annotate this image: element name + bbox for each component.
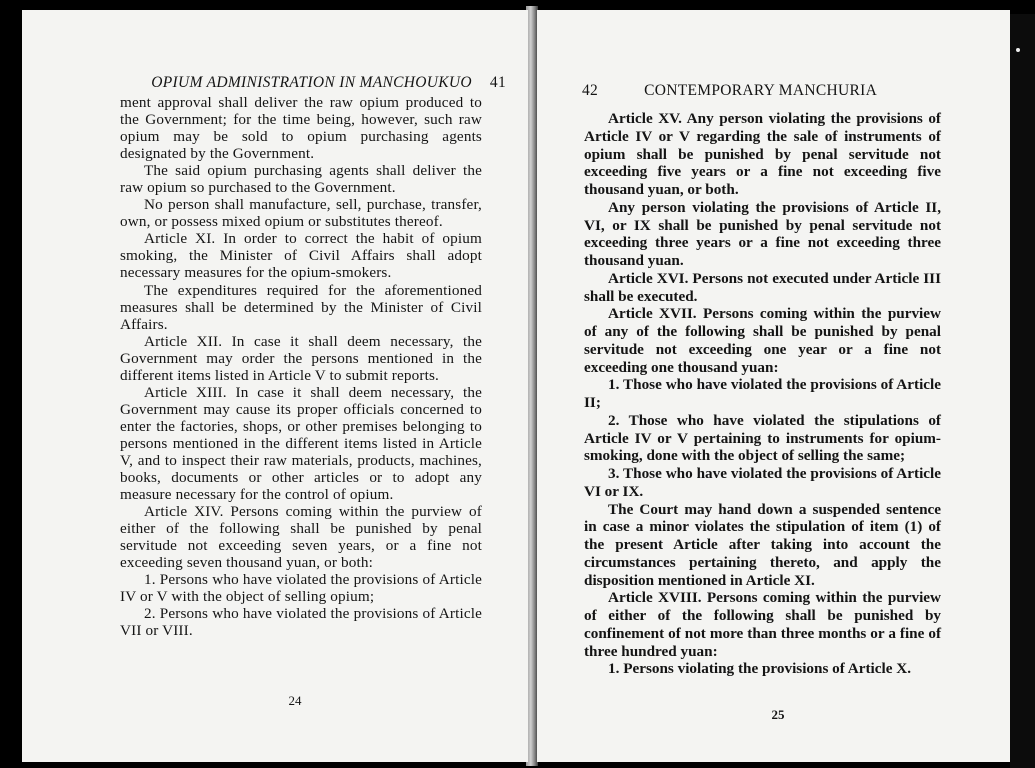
left-footer-page-number: 24	[288, 693, 302, 708]
left-page	[22, 10, 528, 762]
left-page-body	[120, 94, 482, 640]
paragraph: Article XIII. In case it shall deem necessary, the Government may cause its proper officials concerned to enter the factories, shops, or other premises belonging to persons mentioned in the different items listed in Article V, and to inspect their raw materials, products, machines, books, documents or other articles or to adopt any measure necessary for the control of opium.	[120, 383, 482, 504]
paragraph: 3. Those who have violated the provisions of Article VI or IX.	[584, 465, 941, 500]
paragraph: Article XI. In order to correct the habit of opium smoking, the Minister of Civil Affairs shall adopt necessary measures for the opium-smokers.	[120, 230, 482, 282]
paragraph: The Court may hand down a suspended sentence in case a minor violates the stipulation of item (1) of the present Article after taking into account the circumstances pertaining thereto, and apply the disposition mentioned in Article XI.	[584, 500, 941, 589]
right-running-head	[582, 82, 982, 100]
right-footer-page-number: 25	[771, 707, 785, 722]
right-header-page-number: 42	[582, 82, 599, 99]
scan-mark	[1016, 48, 1020, 52]
paragraph: 2. Persons who have violated the provisions of Article VII or VIII.	[120, 605, 482, 640]
right-running-head-title: CONTEMPORARY MANCHURIA	[644, 82, 878, 99]
paragraph: No person shall manufacture, sell, purchase, transfer, own, or possess mixed opium or substitutes thereof.	[120, 196, 482, 231]
right-page	[537, 10, 1010, 762]
paragraph: The expenditures required for the aforementioned measures shall be determined by the Minister of Civil Affairs.	[120, 281, 482, 333]
paragraph: Article XVI. Persons not executed under Article III shall be executed.	[584, 269, 941, 305]
right-page-body	[584, 110, 941, 678]
left-header-page-number: 41	[489, 74, 506, 91]
paragraph: Article XVII. Persons coming within the purview of any of the following shall be punished by penal servitude not exceeding one year or a fine not exceeding one thousand yuan:	[584, 305, 941, 376]
paragraph: 2. Those who have violated the stipulations of Article IV or V pertaining to instruments for opium-smoking, done with the object of selling the same;	[584, 411, 941, 465]
paragraph: Article XII. In case it shall deem necessary, the Government may order the persons mentioned in the different items listed in Article V to submit reports.	[120, 332, 482, 384]
paragraph: Article XVIII. Persons coming within the purview of either of the following shall be punished by confinement of not more than three months or a fine of three hundred yuan:	[584, 589, 941, 660]
paragraph: Article XV. Any person violating the provisions of Article IV or V regarding the sale of instruments of opium shall be punished by penal servitude not exceeding five years or a fine not exceeding five thousand yuan, or both.	[584, 110, 941, 198]
paragraph: 1. Persons violating the provisions of Article X.	[608, 660, 912, 678]
scan-edge	[1010, 14, 1035, 768]
left-running-head-title: OPIUM ADMINISTRATION IN MANCHOUKUO	[151, 74, 472, 91]
paragraph: Any person violating the provisions of Article II, VI, or IX shall be punished by penal servitude not exceeding three years or a fine not exceeding three thousand yuan.	[584, 198, 941, 269]
paragraph: 1. Persons who have violated the provisions of Article IV or V with the object of selling opium;	[120, 571, 482, 606]
paragraph: Article XIV. Persons coming within the purview of either of the following shall be punished by penal servitude not exceeding seven years, or a fine not exceeding seven thousand yuan, or both:	[120, 503, 482, 572]
left-running-head	[149, 74, 506, 92]
paragraph: The said opium purchasing agents shall deliver the raw opium so purchased to the Government.	[120, 162, 482, 197]
paragraph: ment approval shall deliver the raw opium produced to the Government; for the time being, however, such raw opium may be sold to opium purchasing agents designated by the Government.	[120, 94, 482, 163]
paragraph: 1. Those who have violated the provisions of Article II;	[584, 376, 941, 411]
